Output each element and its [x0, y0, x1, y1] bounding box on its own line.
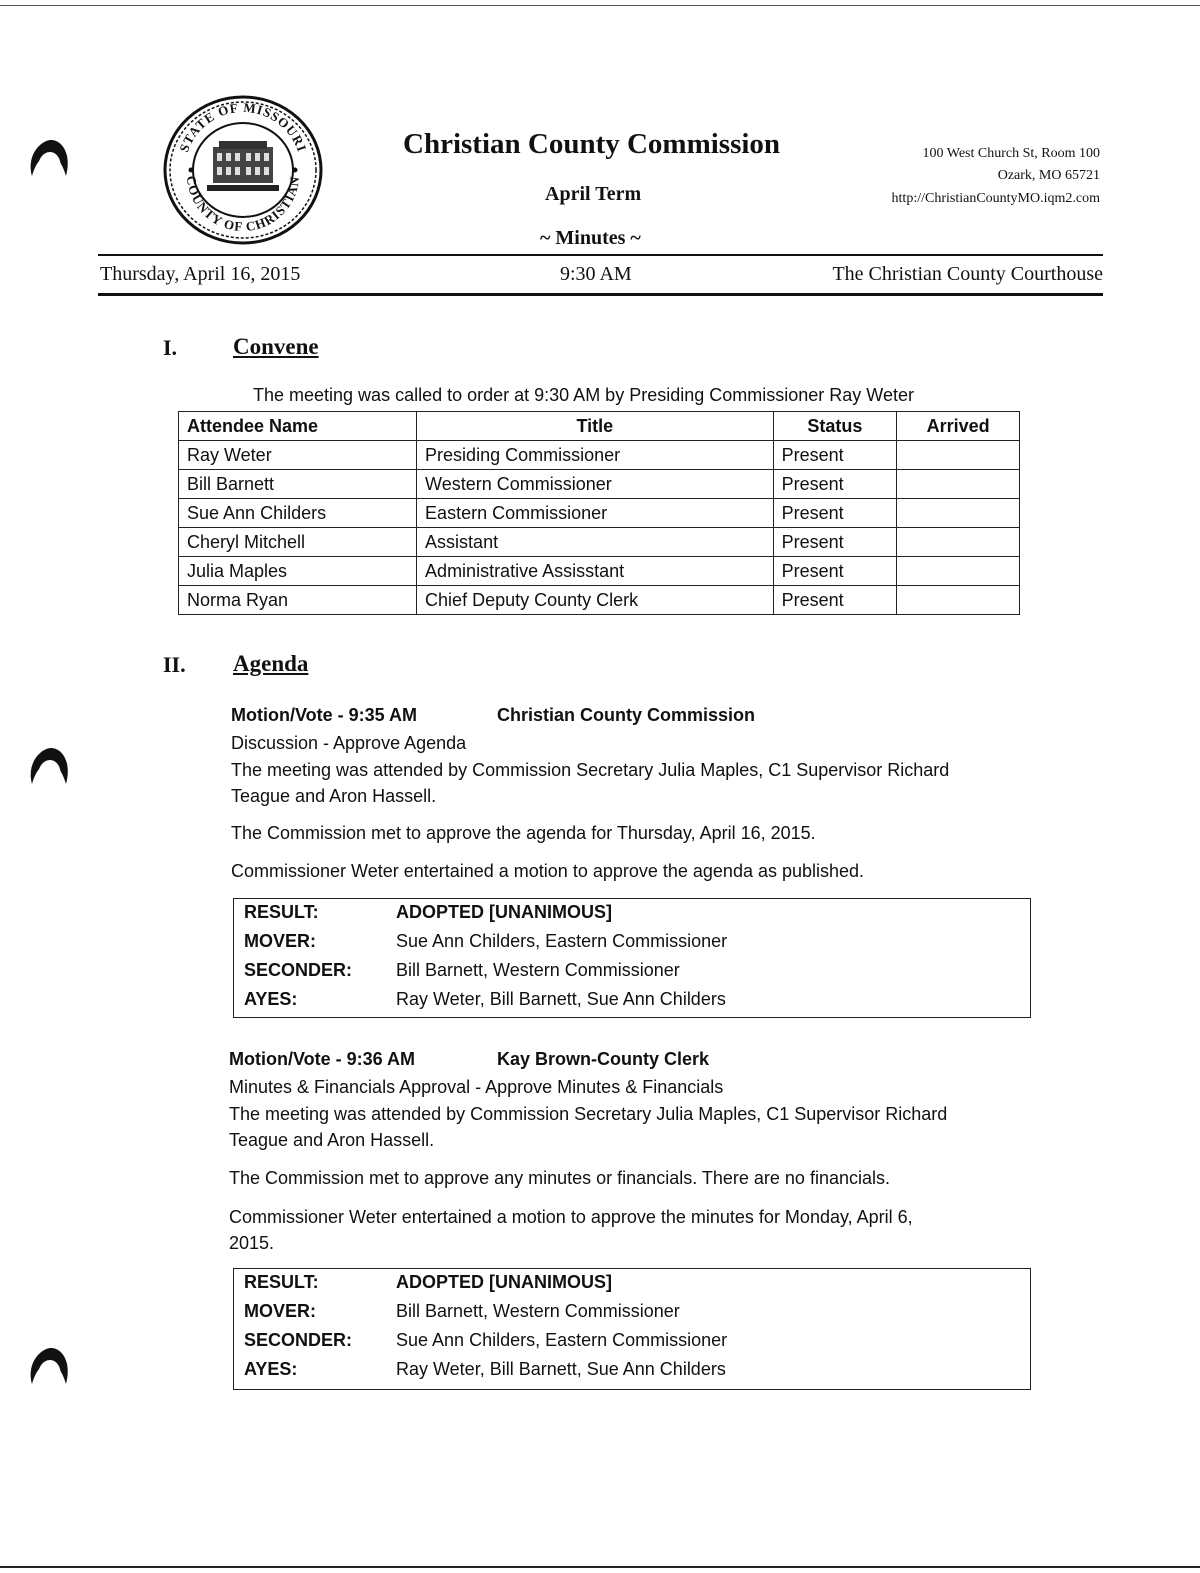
attendee-arrived	[897, 470, 1020, 499]
col-header-arrived: Arrived	[897, 412, 1020, 441]
attendee-title: Administrative Assisstant	[417, 557, 774, 586]
motion-purpose: The Commission met to approve the agenda for Thursday, April 16, 2015.	[231, 823, 816, 843]
address-website: http://ChristianCountyMO.iqm2.com	[891, 191, 1100, 206]
vote-row-result	[234, 899, 1030, 928]
attendee-arrived	[897, 499, 1020, 528]
seal-top-text: STATE OF MISSOURI	[176, 99, 310, 155]
attendee-title: Assistant	[417, 528, 774, 557]
section-heading-convene: Convene	[233, 334, 319, 359]
vote-row-result	[234, 1269, 1030, 1298]
term-label: April Term	[545, 183, 642, 205]
attendee-name: Norma Ryan	[179, 586, 417, 615]
table-row	[179, 528, 1020, 557]
vote-label: RESULT:	[244, 902, 319, 922]
address-street: 100 West Church St, Room 100	[922, 146, 1100, 161]
attendee-status: Present	[773, 470, 897, 499]
table-row	[179, 586, 1020, 615]
attendee-title: Western Commissioner	[417, 470, 774, 499]
attendee-status: Present	[773, 586, 897, 615]
attendee-arrived	[897, 441, 1020, 470]
col-header-status: Status	[773, 412, 897, 441]
address-city: Ozark, MO 65721	[997, 168, 1100, 183]
punch-hole-icon	[24, 132, 74, 182]
table-header-row	[179, 412, 1020, 441]
motion-label: Motion/Vote - 9:36 AM	[229, 1049, 415, 1069]
vote-row-seconder	[234, 1327, 1030, 1356]
motion-presenter: Christian County Commission	[497, 705, 756, 725]
motion-attended-line1: The meeting was attended by Commission Secretary Julia Maples, C1 Supervisor Richard	[229, 1104, 948, 1124]
vote-label: SECONDER:	[244, 1330, 353, 1350]
vote-box	[233, 1268, 1031, 1390]
meeting-time: 9:30 AM	[560, 263, 632, 285]
vote-label: MOVER:	[244, 931, 316, 951]
vote-value: Bill Barnett, Western Commissioner	[396, 1301, 680, 1321]
vote-label: AYES:	[244, 989, 298, 1009]
col-header-name: Attendee Name	[179, 412, 417, 441]
attendee-name: Cheryl Mitchell	[179, 528, 417, 557]
vote-row-seconder	[234, 957, 1030, 986]
motion-discussion: Minutes & Financials Approval - Approve Minutes & Financials	[229, 1077, 724, 1097]
vote-value: Sue Ann Childers, Eastern Commissioner	[396, 931, 728, 951]
top-scan-edge	[0, 5, 1200, 6]
vote-label: RESULT:	[244, 1272, 319, 1292]
table-row	[179, 557, 1020, 586]
vote-value: ADOPTED [UNANIMOUS]	[396, 902, 612, 922]
vote-row-mover	[234, 928, 1030, 957]
vote-label: AYES:	[244, 1359, 298, 1379]
attendee-arrived	[897, 586, 1020, 615]
attendee-arrived	[897, 557, 1020, 586]
attendee-status: Present	[773, 441, 897, 470]
attendee-name: Ray Weter	[179, 441, 417, 470]
section-number-convene: I.	[163, 335, 178, 360]
meeting-date: Thursday, April 16, 2015	[100, 263, 301, 285]
attendee-title: Eastern Commissioner	[417, 499, 774, 528]
meeting-location: The Christian County Courthouse	[832, 263, 1103, 285]
table-row	[179, 441, 1020, 470]
header-rule-top	[98, 254, 1103, 256]
vote-value: Sue Ann Childers, Eastern Commissioner	[396, 1330, 728, 1350]
motion-purpose: The Commission met to approve any minutes or financials. There are no financials.	[229, 1168, 890, 1188]
vote-row-ayes	[234, 986, 1030, 1015]
vote-value: Ray Weter, Bill Barnett, Sue Ann Childers	[396, 1359, 726, 1379]
motion-attended-line1: The meeting was attended by Commission Secretary Julia Maples, C1 Supervisor Richard	[231, 760, 950, 780]
header-rule-bottom	[98, 293, 1103, 296]
motion-text: Commissioner Weter entertained a motion to approve the agenda as published.	[231, 861, 865, 881]
attendee-name: Sue Ann Childers	[179, 499, 417, 528]
vote-label: SECONDER:	[244, 960, 353, 980]
attendee-status: Present	[773, 499, 897, 528]
attendee-name: Bill Barnett	[179, 470, 417, 499]
attendee-name: Julia Maples	[179, 557, 417, 586]
vote-value: ADOPTED [UNANIMOUS]	[396, 1272, 612, 1292]
convene-intro: The meeting was called to order at 9:30 AM by Presiding Commissioner Ray Weter	[253, 385, 914, 405]
vote-row-ayes	[234, 1356, 1030, 1385]
bottom-scan-edge	[0, 1566, 1200, 1568]
attendee-table	[178, 411, 1020, 615]
vote-row-mover	[234, 1298, 1030, 1327]
motion-text-continued: 2015.	[229, 1233, 275, 1253]
attendee-title: Presiding Commissioner	[417, 441, 774, 470]
motion-presenter: Kay Brown-County Clerk	[497, 1049, 710, 1069]
vote-box	[233, 898, 1031, 1018]
county-seal-icon	[163, 95, 323, 245]
motion-attended-line2: Teague and Aron Hassell.	[229, 1130, 435, 1150]
seal-bottom-text: COUNTY OF CHRISTIAN	[183, 175, 303, 235]
vote-value: Ray Weter, Bill Barnett, Sue Ann Childers	[396, 989, 726, 1009]
vote-label: MOVER:	[244, 1301, 316, 1321]
punch-hole-icon	[24, 1340, 74, 1390]
motion-attended-line2: Teague and Aron Hassell.	[231, 786, 437, 806]
punch-hole-icon	[24, 740, 74, 790]
motion-discussion: Discussion - Approve Agenda	[231, 733, 467, 753]
table-row	[179, 499, 1020, 528]
motion-text: Commissioner Weter entertained a motion to approve the minutes for Monday, April 6,	[229, 1207, 913, 1227]
section-number-agenda: II.	[163, 652, 186, 677]
minutes-subtitle: ~ Minutes ~	[540, 227, 641, 249]
attendee-status: Present	[773, 557, 897, 586]
vote-value: Bill Barnett, Western Commissioner	[396, 960, 680, 980]
table-row	[179, 470, 1020, 499]
col-header-title: Title	[417, 412, 774, 441]
attendee-arrived	[897, 528, 1020, 557]
motion-label: Motion/Vote - 9:35 AM	[231, 705, 417, 725]
section-heading-agenda: Agenda	[233, 651, 309, 676]
attendee-status: Present	[773, 528, 897, 557]
page-title: Christian County Commission	[403, 128, 781, 160]
attendee-title: Chief Deputy County Clerk	[417, 586, 774, 615]
